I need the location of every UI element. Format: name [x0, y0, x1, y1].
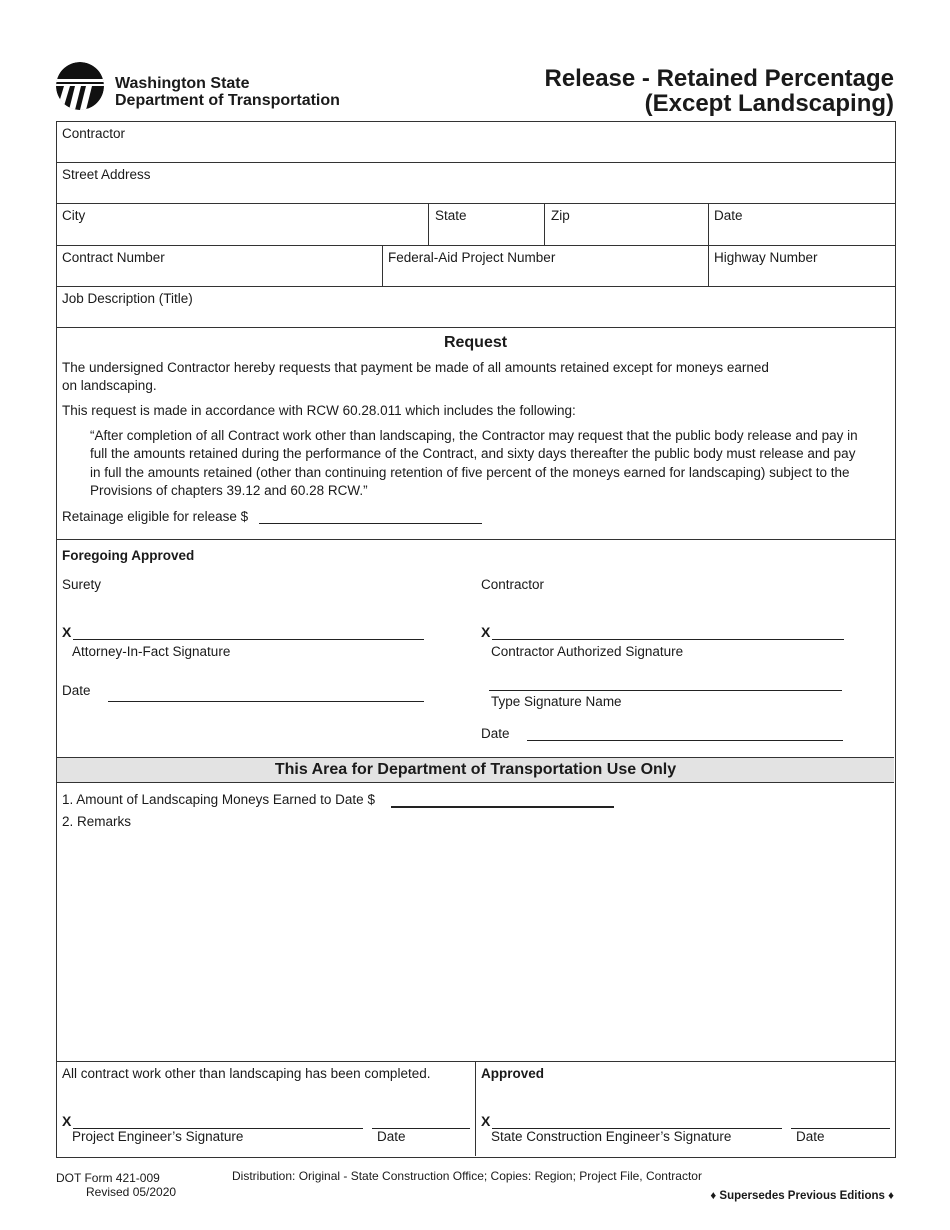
contractor-field[interactable]: Contractor	[62, 126, 126, 141]
attorney-signature-line[interactable]	[73, 639, 424, 640]
agency-name-line2: Department of Transportation	[115, 92, 340, 109]
form-number: DOT Form 421-009	[56, 1171, 160, 1185]
surety-date-label: Date	[62, 683, 91, 698]
approved-label: Approved	[481, 1066, 545, 1081]
state-engineer-signature-label: State Construction Engineer’s Signature	[491, 1129, 732, 1144]
contract-number-field[interactable]: Contract Number	[62, 250, 165, 265]
highway-number-field[interactable]: Highway Number	[714, 250, 818, 265]
surety-date-line[interactable]	[108, 701, 424, 702]
completion-statement: All contract work other than landscaping has been completed.	[62, 1066, 431, 1081]
request-paragraph-line2: on landscaping.	[62, 378, 157, 393]
attorney-signature-label: Attorney-In-Fact Signature	[72, 644, 231, 659]
zip-field[interactable]: Zip	[551, 208, 570, 223]
type-signature-name-label: Type Signature Name	[491, 694, 622, 709]
request-paragraph-line1: The undersigned Contractor hereby requests that payment be made of all amounts retained except for moneys earned	[62, 360, 769, 375]
distribution-note: Distribution: Original - State Construction Office; Copies: Region; Project File, Contractor	[232, 1169, 702, 1183]
city-field[interactable]: City	[62, 208, 86, 223]
contractor-date-line[interactable]	[527, 740, 843, 741]
request-heading: Request	[443, 334, 508, 351]
retainage-label: Retainage eligible for release $	[62, 509, 249, 524]
project-engineer-x-mark: X	[62, 1113, 72, 1129]
surety-label: Surety	[62, 577, 102, 592]
contractor-approval-label: Contractor	[481, 577, 545, 592]
rcw-quote-line1: “After completion of all Contract work other than landscaping, the Contractor may request that the public body release and pay in	[90, 428, 858, 443]
job-description-field[interactable]: Job Description (Title)	[62, 291, 193, 306]
contractor-signature-line[interactable]	[492, 639, 844, 640]
revision-date: Revised 05/2020	[86, 1185, 177, 1199]
state-engineer-date-label: Date	[796, 1129, 825, 1144]
wsdot-logo	[56, 62, 104, 110]
attorney-x-mark: X	[62, 624, 72, 640]
remarks-label: 2. Remarks	[62, 814, 132, 829]
contractor-signature-label: Contractor Authorized Signature	[491, 644, 684, 659]
rcw-reference: This request is made in accordance with RCW 60.28.011 which includes the following:	[62, 403, 576, 418]
form-title-line1: Release - Retained Percentage	[544, 65, 894, 92]
date-field[interactable]: Date	[714, 208, 743, 223]
foregoing-approved-heading: Foregoing Approved	[62, 548, 195, 563]
rcw-quote-line3: in full the amounts retained (other than continuing retention of five percent of the moneys earned for landscaping) subject to the	[90, 465, 850, 480]
retainage-amount-input[interactable]	[259, 523, 482, 524]
contractor-date-label: Date	[481, 726, 510, 741]
street-address-field[interactable]: Street Address	[62, 167, 151, 182]
agency-name-line1: Washington State	[115, 75, 250, 92]
remarks-area[interactable]	[57, 832, 893, 1060]
form-title-line2: (Except Landscaping)	[644, 90, 894, 117]
landscaping-moneys-input[interactable]	[391, 806, 614, 808]
rcw-quote-line2: full the amounts retained during the performance of the Contract, and sixty days thereafter the public body must release and pay	[90, 446, 856, 461]
project-engineer-signature-label: Project Engineer’s Signature	[72, 1129, 244, 1144]
landscaping-moneys-label: 1. Amount of Landscaping Moneys Earned to Date $	[62, 792, 375, 807]
project-engineer-date-label: Date	[377, 1129, 406, 1144]
rcw-quote-line4: Provisions of chapters 39.12 and 60.28 RCW.”	[90, 483, 368, 498]
wsdot-logo-icon	[56, 62, 104, 110]
state-engineer-x-mark: X	[481, 1113, 491, 1129]
type-signature-name-line[interactable]	[489, 690, 842, 691]
contractor-x-mark: X	[481, 624, 491, 640]
federal-aid-project-number-field[interactable]: Federal-Aid Project Number	[388, 250, 556, 265]
supersedes-note: ♦ Supersedes Previous Editions ♦	[710, 1190, 894, 1202]
state-field[interactable]: State	[435, 208, 467, 223]
dot-use-only-heading: This Area for Department of Transportation Use Only	[274, 761, 677, 778]
